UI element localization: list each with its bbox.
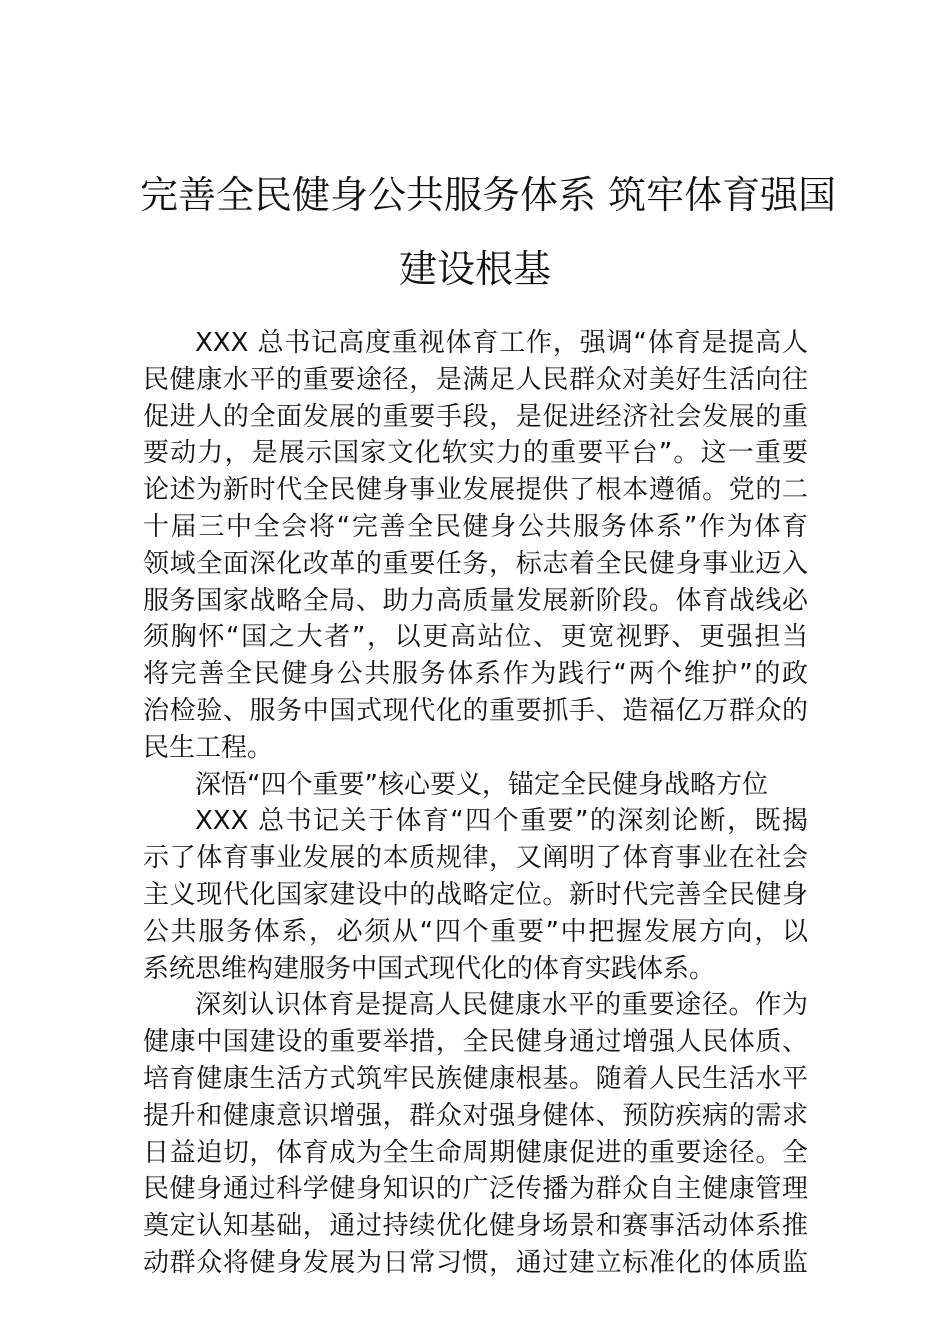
paragraph-line: 日益迫切，体育成为全生命周期健康促进的重要途径。全 — [143, 1137, 808, 1168]
paragraph-line: 民生工程。 — [143, 732, 274, 763]
title-line-2: 建设根基 — [398, 247, 551, 291]
paragraph-line: 示了体育事业发展的本质规律，又阐明了体育事业在社会 — [143, 843, 808, 874]
paragraph-line: XXX 总书记关于体育“四个重要”的深刻论断，既揭 — [195, 806, 808, 837]
paragraph-line: 公共服务体系，必须从“四个重要”中把握发展方向，以 — [143, 916, 808, 947]
section-heading — [143, 767, 808, 804]
section-heading-text: 深悟“四个重要”核心要义，锚定全民健身战略方位 — [195, 769, 768, 800]
paragraph-line: 深刻认识体育是提高人民健康水平的重要途径。作为 — [195, 990, 808, 1021]
paragraph-line: 奠定认知基础，通过持续优化健身场景和赛事活动体系推 — [143, 1211, 808, 1242]
paragraph-line: 服务国家战略全局、助力高质量发展新阶段。体育战线必 — [143, 585, 808, 616]
paragraph-line: 培育健康生活方式筑牢民族健康根基。随着人民生活水平 — [143, 1063, 808, 1094]
paragraph-line: 要动力，是展示国家文化软实力的重要平台”。这一重要 — [143, 438, 808, 469]
paragraph-line: 动群众将健身发展为日常习惯，通过建立标准化的体质监 — [143, 1247, 808, 1278]
document-body — [143, 325, 808, 1282]
paragraph-line: 论述为新时代全民健身事业发展提供了根本遵循。党的二 — [143, 475, 808, 506]
paragraph-health — [143, 987, 808, 1281]
paragraph-four-importances — [143, 803, 808, 987]
paragraph-line: 十届三中全会将“完善全民健身公共服务体系”作为体育 — [143, 511, 808, 542]
paragraph-line: 治检验、服务中国式现代化的重要抓手、造福亿万群众的 — [143, 695, 808, 726]
paragraph-intro — [143, 325, 808, 767]
document-title — [140, 158, 837, 306]
paragraph-line: 将完善全民健身公共服务体系作为践行“两个维护”的政 — [143, 659, 808, 690]
paragraph-line: 健康中国建设的重要举措，全民健身通过增强人民体质、 — [143, 1027, 808, 1058]
paragraph-line: 须胸怀“国之大者”，以更高站位、更宽视野、更强担当 — [143, 622, 808, 653]
title-line-1: 完善全民健身公共服务体系 筑牢体育强国 — [140, 173, 837, 217]
paragraph-line: 民健身通过科学健身知识的广泛传播为群众自主健康管理 — [143, 1174, 808, 1205]
paragraph-line: 系统思维构建服务中国式现代化的体育实践体系。 — [143, 953, 716, 984]
paragraph-line: 提升和健康意识增强，群众对强身健体、预防疾病的需求 — [143, 1100, 808, 1131]
paragraph-line: XXX 总书记高度重视体育工作，强调“体育是提高人 — [195, 328, 808, 358]
paragraph-line: 领域全面深化改革的重要任务，标志着全民健身事业迈入 — [143, 548, 808, 579]
paragraph-line: 主义现代化国家建设中的战略定位。新时代完善全民健身 — [143, 879, 808, 910]
paragraph-line: 促进人的全面发展的重要手段，是促进经济社会发展的重 — [143, 401, 808, 432]
paragraph-line: 民健康水平的重要途径，是满足人民群众对美好生活向往 — [143, 364, 808, 395]
